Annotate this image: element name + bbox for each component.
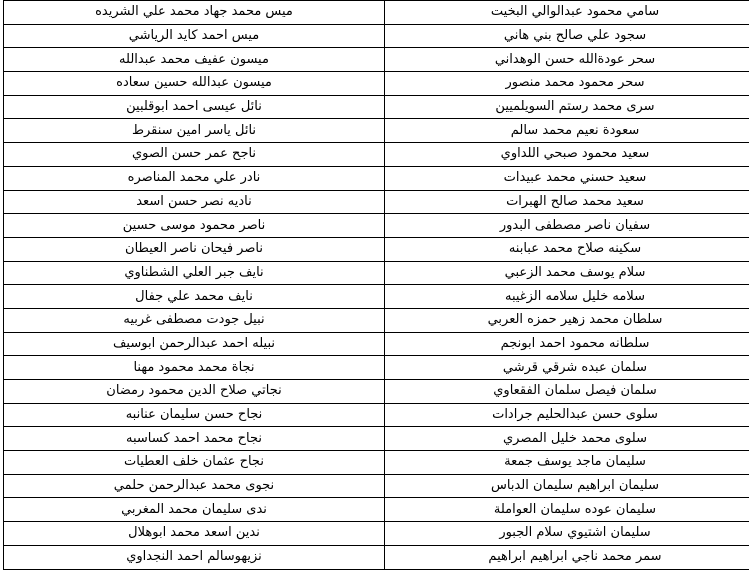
name-cell-right: سمر محمد ناجي ابراهيم ابراهيم (385, 545, 749, 569)
name-cell-right: سعيد حسني محمد عبيدات (385, 166, 749, 190)
name-cell-right: سلمان فيصل سلمان الفقعاوي (385, 380, 749, 404)
table-row (4, 474, 749, 498)
name-cell-left: ناصر فيحان ناصر العيطان (4, 237, 385, 261)
table-row (4, 214, 749, 238)
name-cell-right: سلام يوسف محمد الزعبي (385, 261, 749, 285)
table-row (4, 237, 749, 261)
table-row (4, 166, 749, 190)
name-cell-right: سجود علي صالح بني هاني (385, 24, 749, 48)
table-row (4, 48, 749, 72)
table-row (4, 261, 749, 285)
name-cell-right: سليمان اشتيوي سلام الجبور (385, 522, 749, 546)
name-cell-right: سلطان محمد زهير حمزه العربي (385, 308, 749, 332)
name-cell-right: سرى محمد رستم السويلميين (385, 95, 749, 119)
table-row (4, 1, 749, 25)
table-row (4, 427, 749, 451)
table-row (4, 380, 749, 404)
name-cell-left: نجاح عثمان خلف العطيات (4, 451, 385, 475)
name-cell-left: نائل عيسى احمد ابوقلبين (4, 95, 385, 119)
name-cell-right: سفيان ناصر مصطفى البدور (385, 214, 749, 238)
table-row (4, 190, 749, 214)
name-cell-left: ناصر محمود موسى حسين (4, 214, 385, 238)
name-cell-left: ميس احمد كايد الرياشي (4, 24, 385, 48)
name-cell-left: ندى سليمان محمد المغربي (4, 498, 385, 522)
table-row (4, 332, 749, 356)
name-cell-left: نائل ياسر امين سنقرط (4, 119, 385, 143)
name-cell-left: نجاح محمد احمد كساسبه (4, 427, 385, 451)
name-cell-right: سحر محمود محمد منصور (385, 72, 749, 96)
name-cell-right: سكينه صلاح محمد عبابنه (385, 237, 749, 261)
name-cell-left: نايف محمد علي جفال (4, 285, 385, 309)
name-cell-left: نجاح حسن سليمان عنانبه (4, 403, 385, 427)
name-cell-right: سعيد محمد صالح الهبرات (385, 190, 749, 214)
name-cell-left: نزيهوسالم احمد النجداوي (4, 545, 385, 569)
name-cell-left: نادر علي محمد المناصره (4, 166, 385, 190)
name-cell-right: سامي محمود عبدالوالي البخيت (385, 1, 749, 25)
name-cell-right: سلمان عبده شرقي قرشي (385, 356, 749, 380)
name-cell-right: سعيد محمود صبحي اللداوي (385, 143, 749, 167)
table-row (4, 522, 749, 546)
name-cell-right: سلوى محمد خليل المصري (385, 427, 749, 451)
name-cell-right: سليمان ابراهيم سليمان الدباس (385, 474, 749, 498)
table-row (4, 95, 749, 119)
name-cell-right: سليمان ماجد يوسف جمعة (385, 451, 749, 475)
table-row (4, 72, 749, 96)
name-cell-left: نجوى محمد عبدالرحمن حلمي (4, 474, 385, 498)
name-cell-right: سعودة نعيم محمد سالم (385, 119, 749, 143)
name-cell-left: ناجح عمر حسن الصوي (4, 143, 385, 167)
table-row (4, 119, 749, 143)
name-cell-right: سلطانه محمود احمد ابونجم (385, 332, 749, 356)
name-cell-left: ناديه نصر حسن اسعد (4, 190, 385, 214)
name-cell-left: نايف جبر العلي الشطناوي (4, 261, 385, 285)
names-table (3, 0, 749, 570)
table-row (4, 403, 749, 427)
name-cell-left: نبيل جودت مصطفى غربيه (4, 308, 385, 332)
name-cell-left: نبيله احمد عبدالرحمن ابوسيف (4, 332, 385, 356)
table-row (4, 24, 749, 48)
name-cell-left: ميس محمد جهاد محمد علي الشريده (4, 1, 385, 25)
table-row (4, 308, 749, 332)
name-cell-left: ندين اسعد محمد ابوهلال (4, 522, 385, 546)
table-row (4, 356, 749, 380)
table-row (4, 451, 749, 475)
name-cell-right: سلوى حسن عبدالحليم جرادات (385, 403, 749, 427)
table-row (4, 143, 749, 167)
table-row (4, 498, 749, 522)
name-cell-right: سلامه خليل سلامه الزغيبه (385, 285, 749, 309)
name-cell-right: سحر عودةالله حسن الوهداني (385, 48, 749, 72)
name-cell-left: نجاة محمد محمود مهنا (4, 356, 385, 380)
names-table-body (4, 1, 749, 570)
name-cell-right: سليمان عوده سليمان العواملة (385, 498, 749, 522)
name-cell-left: ميسون عبدالله حسين سعاده (4, 72, 385, 96)
table-row (4, 545, 749, 569)
name-cell-left: نجاتي صلاح الدين محمود رمضان (4, 380, 385, 404)
name-cell-left: ميسون عفيف محمد عبدالله (4, 48, 385, 72)
table-row (4, 285, 749, 309)
